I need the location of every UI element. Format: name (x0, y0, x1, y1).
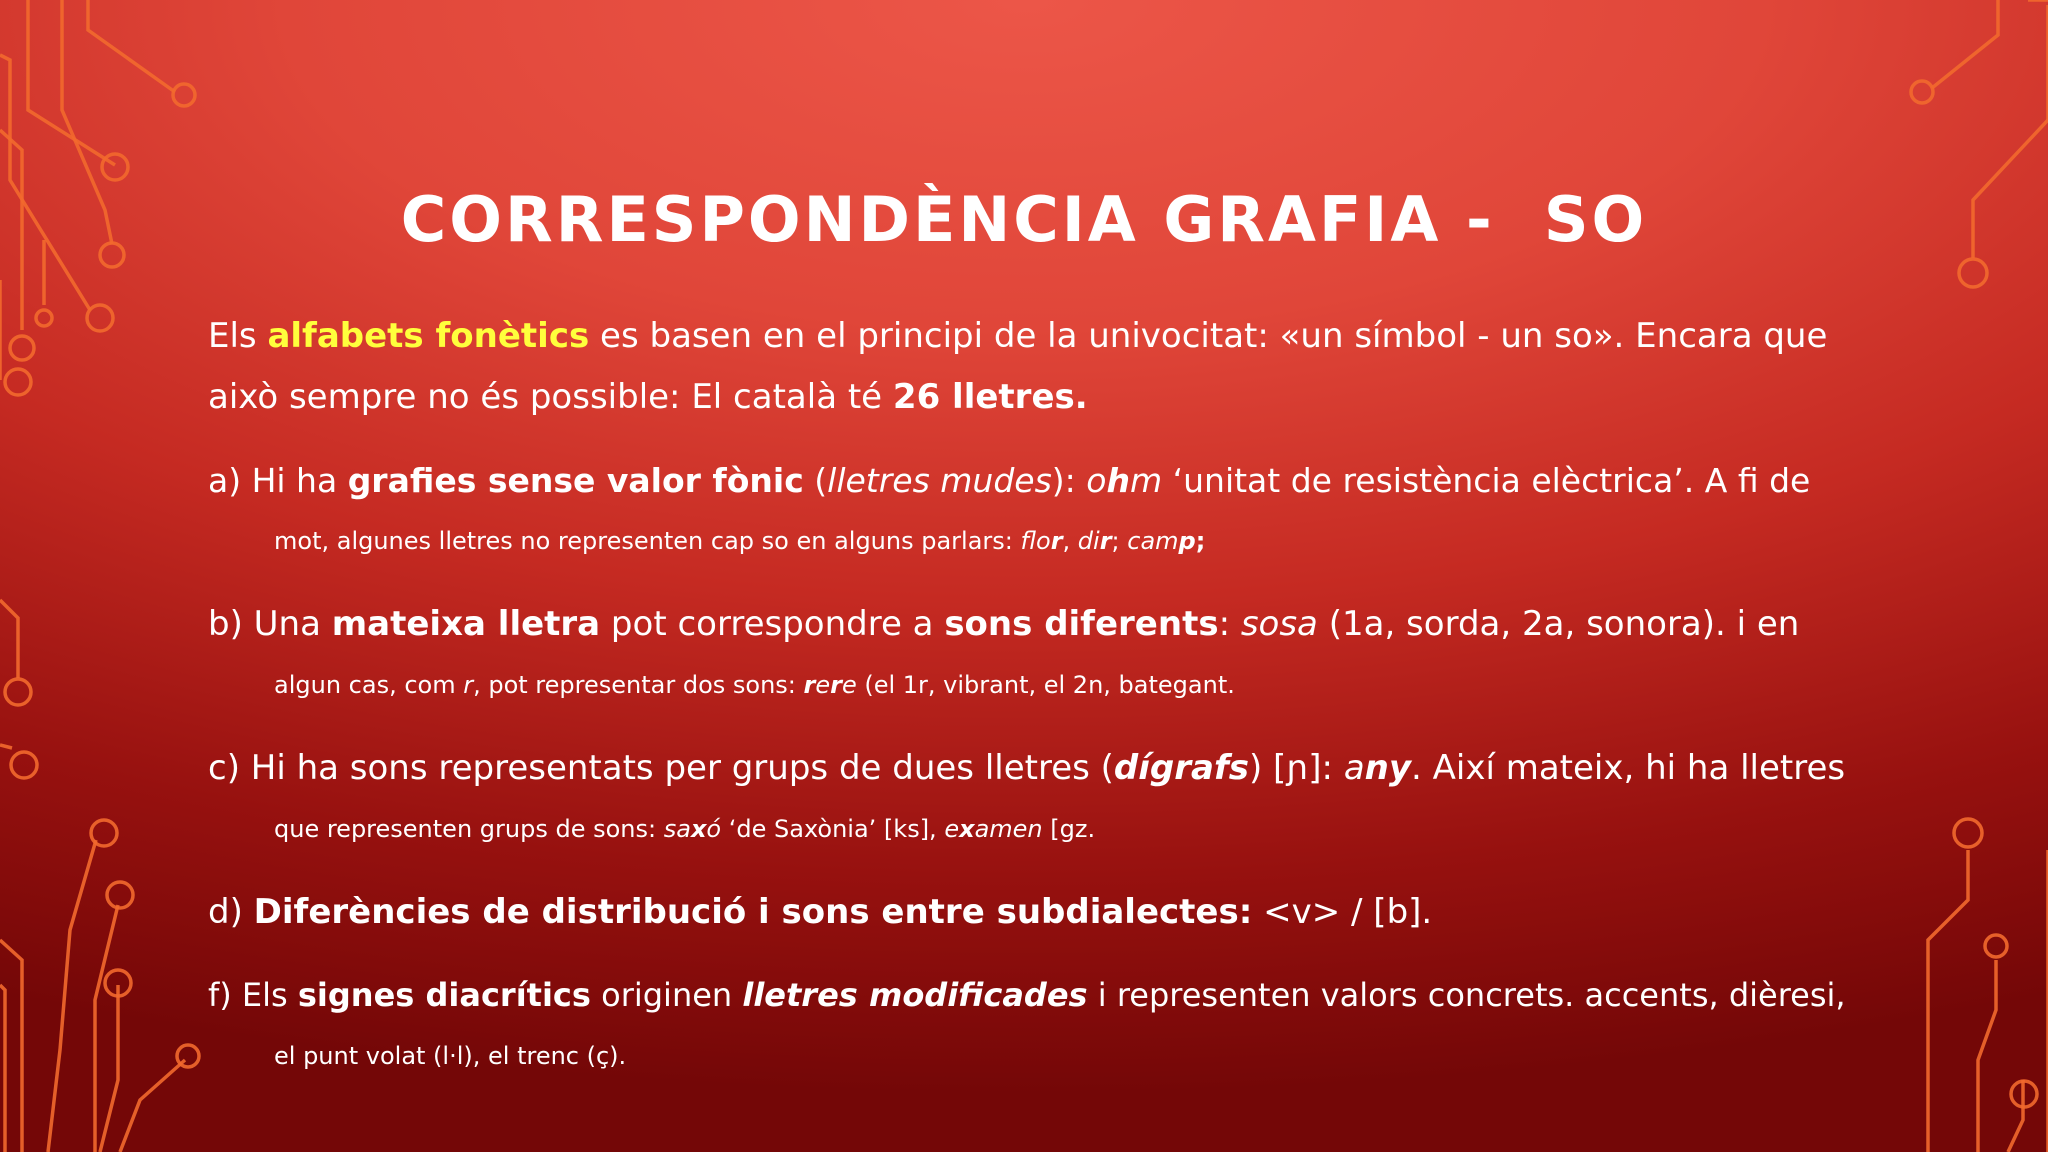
text: f) Els (208, 976, 298, 1014)
italic-text: e (815, 671, 831, 699)
bold-italic-text: dígrafs (1113, 748, 1249, 788)
item-b (208, 594, 1848, 716)
italic-text: a (1343, 748, 1365, 788)
italic-text: amen (974, 815, 1043, 843)
text: <v> / [b]. (1252, 892, 1433, 932)
italic-text: lletres mudes (827, 461, 1052, 500)
italic-text: e (841, 671, 857, 699)
text: ‘de Saxònia’ [ks], (721, 815, 945, 843)
text: pot correspondre a (600, 604, 945, 644)
circuit-decoration-left (0, 0, 215, 1152)
bold-text: 26 lletres. (892, 377, 1088, 417)
italic-text: r (463, 671, 474, 699)
text: d) (208, 892, 254, 932)
italic-text: e (944, 815, 960, 843)
bold-text: grafies sense valor fònic (347, 461, 804, 500)
text: . Així mateix, hi ha lletres (1411, 748, 1846, 788)
italic-text: di (1077, 527, 1100, 555)
bold-italic-text: p (1178, 527, 1196, 555)
bold-italic-text: x (690, 815, 707, 843)
text: es basen en el principi de la univocitat: «un símbol - un so». Encara que (589, 316, 1828, 356)
bold-italic-text: h (1106, 461, 1130, 500)
bold-italic-text: r (1050, 527, 1063, 555)
text: [gz. (1042, 815, 1096, 843)
text: i representen valors concrets. accents, dièresi, (1087, 976, 1846, 1014)
text: mot, algunes lletres no representen cap so en alguns parlars: (274, 527, 1021, 555)
intro-paragraph (208, 306, 1848, 428)
text: ; (1111, 527, 1128, 555)
italic-text: o (1086, 461, 1107, 500)
slide-body (208, 306, 1848, 1109)
bold-text: sons diferents (944, 604, 1219, 644)
slide-title: CORRESPONDÈNCIA GRAFIA - SO (400, 183, 1648, 256)
bold-italic-text: x (959, 815, 975, 843)
italic-text: sosa (1240, 604, 1318, 644)
bold-italic-text: r (830, 671, 842, 699)
text: : (1218, 604, 1241, 644)
text: ( (803, 461, 828, 500)
italic-text: ó (706, 815, 722, 843)
text: això sempre no és possible: El català té (208, 377, 893, 417)
bold-italic-text: r (803, 671, 816, 699)
text: originen (590, 976, 743, 1014)
text: que representen grups de sons: (274, 815, 664, 843)
text: ): (1051, 461, 1087, 500)
bold-italic-text: lletres modificades (742, 976, 1088, 1014)
text: (el 1r, vibrant, el 2n, bategant. (856, 671, 1235, 699)
text: , (1062, 527, 1078, 555)
item-c (208, 738, 1848, 860)
bold-italic-text: ny (1364, 748, 1412, 788)
italic-text: cam (1127, 527, 1179, 555)
highlight-alfabets-fonetics: alfabets fonètics (267, 316, 590, 356)
text: b) Una (208, 604, 332, 644)
bold-text: signes diacrítics (297, 976, 591, 1014)
bold-text: ; (1195, 527, 1206, 555)
text: Els (208, 316, 268, 356)
text: c) Hi ha sons representats per grups de dues lletres ( (208, 748, 1114, 788)
text: ‘unitat de resistència elèctrica’. A fi de (1162, 461, 1811, 500)
italic-text: sa (663, 815, 691, 843)
text: (1a, sorda, 2a, sonora). i en (1317, 604, 1800, 644)
bold-text: mateixa lletra (331, 604, 601, 644)
italic-text: flo (1020, 527, 1051, 555)
bold-italic-text: r (1099, 527, 1112, 555)
item-d (208, 882, 1848, 943)
item-a (208, 450, 1848, 572)
circuit-decoration-right (1898, 0, 2048, 1152)
text: algun cas, com (274, 671, 464, 699)
bold-text: Diferències de distribució i sons entre subdialectes: (253, 892, 1253, 932)
text: a) Hi ha (208, 461, 348, 500)
text: ) [ɲ]: (1248, 748, 1344, 788)
text: , pot representar dos sons: (473, 671, 804, 699)
italic-text: m (1129, 461, 1163, 500)
item-f (208, 965, 1848, 1087)
text: el punt volat (l·l), el trenc (ç). (274, 1042, 627, 1070)
